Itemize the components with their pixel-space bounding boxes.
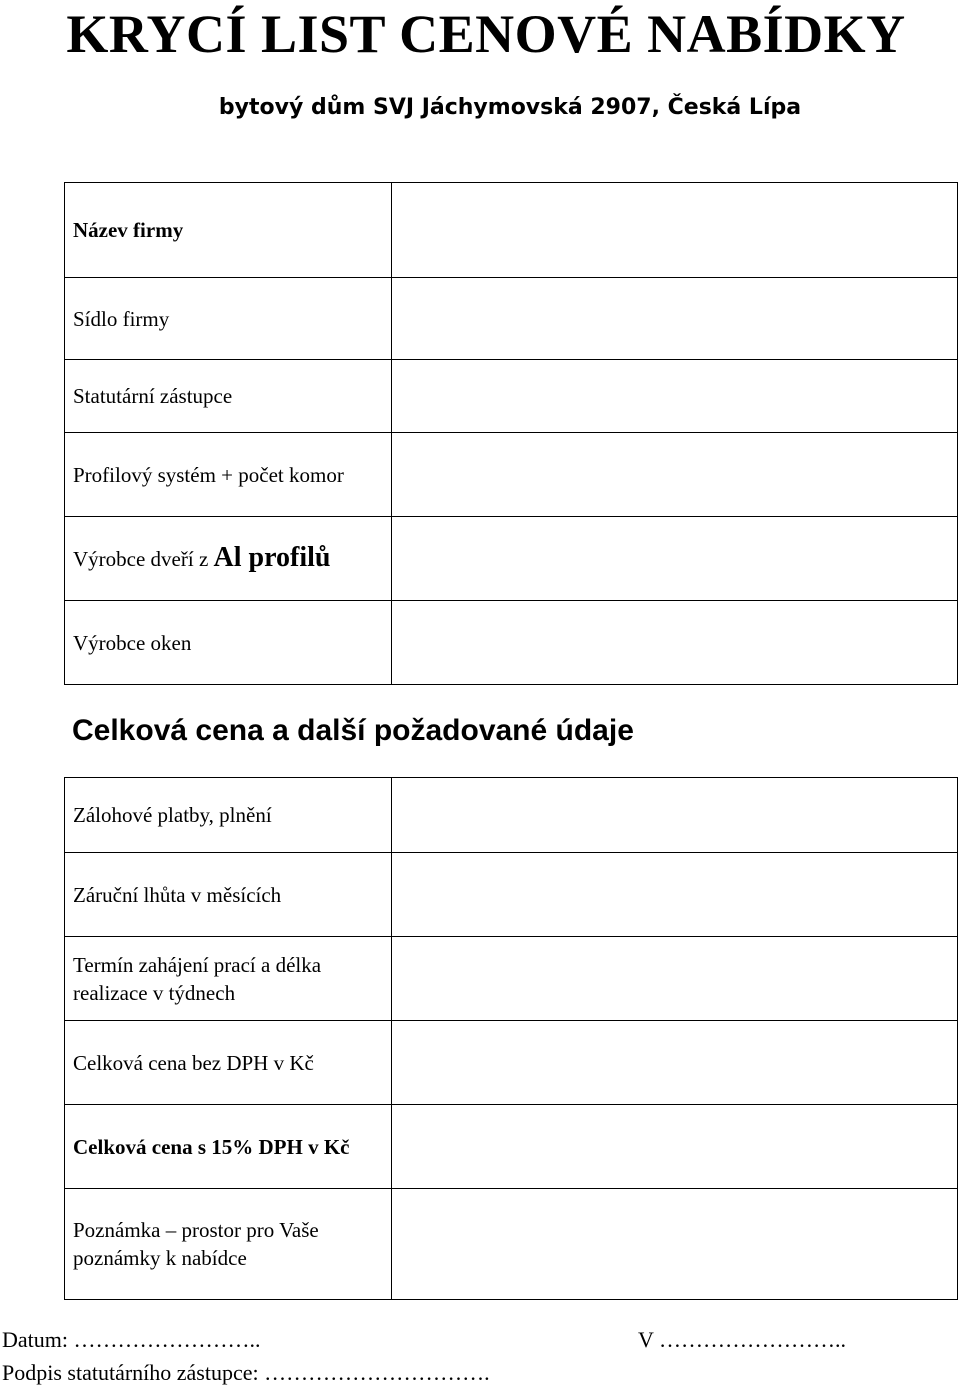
statutory-representative-label: Statutární zástupce: [65, 360, 392, 433]
advance-payments-label: Zálohové platby, plnění: [65, 778, 392, 853]
company-name-label: Název firmy: [65, 183, 392, 278]
section-heading: Celková cena a další požadované údaje: [72, 714, 634, 747]
advance-payments-field[interactable]: [392, 778, 958, 853]
company-seat-field[interactable]: [392, 278, 958, 360]
work-schedule-label-line2: realizace v týdnech: [73, 980, 236, 1005]
footer-date-line: Datum: ……………………..: [2, 1327, 261, 1352]
note-label: [65, 1189, 392, 1300]
table-row-window-manufacturer: [65, 601, 958, 685]
window-manufacturer-label: Výrobce oken: [65, 601, 392, 685]
table-row-door-manufacturer: [65, 517, 958, 601]
work-schedule-field[interactable]: [392, 937, 958, 1021]
footer-place-line: V ……………………..: [638, 1327, 846, 1352]
table-row-advance-payments: [65, 778, 958, 853]
warranty-period-label: Záruční lhůta v měsících: [65, 853, 392, 937]
price-with-vat-label: Celková cena s 15% DPH v Kč: [65, 1105, 392, 1189]
table-row-company-name: [65, 183, 958, 278]
price-without-vat-field[interactable]: [392, 1021, 958, 1105]
table-row-price-with-vat: [65, 1105, 958, 1189]
door-manufacturer-label-prefix: Výrobce dveří z: [73, 547, 214, 571]
door-manufacturer-label-emphasis: Al profilů: [213, 542, 331, 573]
price-with-vat-field[interactable]: [392, 1105, 958, 1189]
company-name-field[interactable]: [392, 183, 958, 278]
price-without-vat-label: Celková cena bez DPH v Kč: [65, 1021, 392, 1105]
warranty-period-field[interactable]: [392, 853, 958, 937]
table-row-statutory-representative: [65, 360, 958, 433]
work-schedule-label: [65, 937, 392, 1021]
profile-system-field[interactable]: [392, 433, 958, 517]
table-row-profile-system: [65, 433, 958, 517]
table-row-work-schedule: [65, 937, 958, 1021]
table-row-note: [65, 1189, 958, 1300]
table-row-warranty-period: [65, 853, 958, 937]
profile-system-label: Profilový systém + počet komor: [65, 433, 392, 517]
company-seat-label: Sídlo firmy: [65, 278, 392, 360]
note-label-line2: poznámky k nabídce: [73, 1246, 247, 1270]
work-schedule-label-line1: Termín zahájení prací a délka: [73, 952, 322, 977]
footer-signature-line: Podpis statutárního zástupce: ………………………….: [2, 1360, 490, 1385]
statutory-representative-field[interactable]: [392, 360, 958, 433]
offer-details-table: [64, 777, 958, 1300]
note-field[interactable]: [392, 1189, 958, 1300]
company-info-table: [64, 182, 958, 685]
table-row-company-seat: [65, 278, 958, 360]
document-subtitle: bytový dům SVJ Jáchymovská 2907, Česká Lípa: [218, 95, 802, 120]
door-manufacturer-field[interactable]: [392, 517, 958, 601]
window-manufacturer-field[interactable]: [392, 601, 958, 685]
document-title: KRYCÍ LIST CENOVÉ NABÍDKY: [66, 4, 906, 64]
door-manufacturer-label: [65, 517, 392, 601]
table-row-price-without-vat: [65, 1021, 958, 1105]
note-label-line1: Poznámka – prostor pro Vaše: [73, 1218, 319, 1242]
